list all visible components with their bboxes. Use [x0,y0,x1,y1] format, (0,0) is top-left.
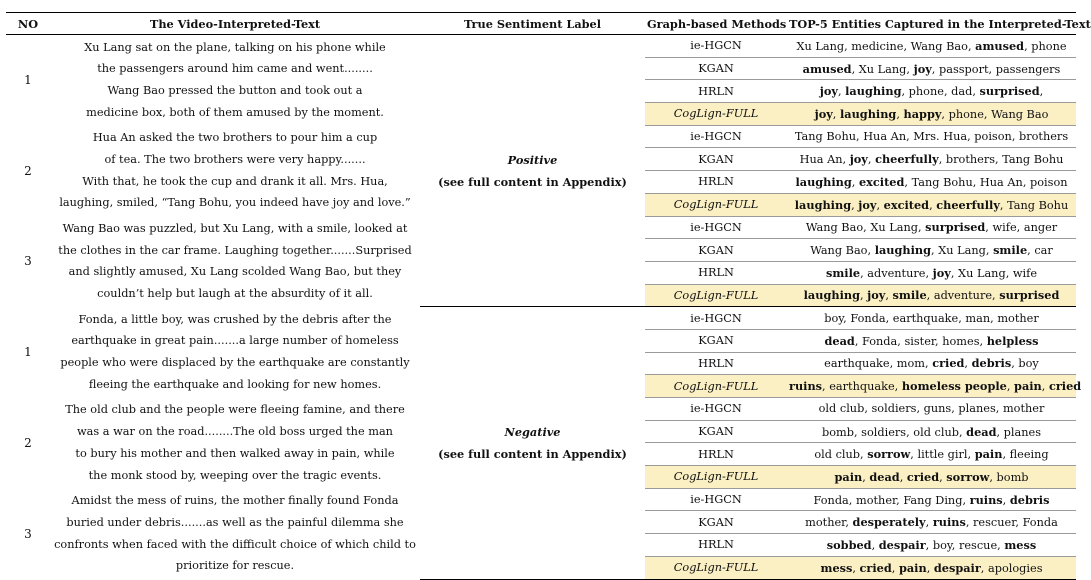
entity-emotional: homeless people [901,379,1007,394]
table-row [6,307,1076,330]
entity-emotional: cheerfully [936,197,1000,212]
entity-emotional: pain [974,447,1003,462]
entity: Hua An [863,130,907,144]
text-line: Fonda, a little boy, was crushed by the debris after the [78,312,392,326]
sentiment-note: (see full content in Appendix) [438,446,627,461]
entity: old club [913,425,959,439]
text-line: prioritize for rescue. [175,559,295,573]
header-text: The Video-Interpreted-Text [50,13,420,35]
text-line: and slightly amused, Xu Lang scolded Wang Bao, but they [68,265,402,279]
text-line: Wang Bao was puzzled, but Xu Lang, with a smile, looked at [62,221,408,235]
method-name: CogLign-FULL [645,375,787,398]
entity: Xu Lang [796,39,845,53]
method-name: KGAN [645,57,787,80]
entity-emotional: despair [933,560,981,575]
entity: boy [824,311,844,325]
entity: man [965,311,991,325]
top5-entities: Hua An, joy, cheerfully, brothers, Tang Bohu [787,148,1076,171]
text-line: couldn’t help but laugh at the absurdity of it all. [97,287,373,301]
entity: guns [923,402,952,416]
top5-entities: mother, desperately, ruins, rescuer, Fonda [787,511,1076,534]
method-name: HRLN [645,261,787,284]
entity: old club [814,448,861,462]
entity-emotional: smile [892,288,927,303]
entity-emotional: ruins [969,492,1003,507]
row-number: 1 [24,73,32,88]
text-line: Wang Bao pressed the button and took out a [107,84,363,98]
header-entities: TOP-5 Entities Captured in the Interpreted-Text [787,13,1076,35]
entity-emotional: surprised [999,288,1060,303]
row-number: 1 [24,345,32,360]
interpreted-text [50,216,420,307]
entity-emotional: joy [867,288,886,303]
interpreted-text [50,398,420,489]
entity: Xu Lang [870,221,918,235]
entity-emotional: despair [878,537,926,552]
method-name: HRLN [645,80,787,103]
entity: Xu Lang [938,244,986,258]
text-line: laughing, smiled, “Tang Bohu, you indeed have joy and love.” [59,196,411,210]
entity-emotional: laughing [874,243,932,258]
entity: mother [1002,402,1045,416]
entity-emotional: smile [993,243,1028,258]
top5-entities: pain, dead, cried, sorrow, bomb [787,466,1076,489]
entity: rescuer [973,516,1016,530]
entity: fleeing [1009,448,1049,462]
method-name: CogLign-FULL [645,103,787,126]
entity: brothers [1019,130,1069,144]
top5-entities: amused, Xu Lang, joy, passport, passengers [787,57,1076,80]
entity-emotional: ruins [789,379,823,394]
text-line: the passengers around him came and went........ [97,62,373,76]
entity: Fang Ding [903,493,963,507]
text-line: The old club and the people were fleeing famine, and there [65,403,405,417]
method-name: CogLign-FULL [645,466,787,489]
entity: old club [818,402,865,416]
entity-emotional: surprised [925,220,986,235]
entity: phone [948,107,984,121]
entity: mom [896,357,926,371]
text-line: the monk stood by, weeping over the tragic events. [88,468,382,482]
top5-entities: old club, soldiers, guns, planes, mother [787,398,1076,421]
entity: Fonda [862,334,898,348]
entity: phone [1031,39,1067,53]
sentiment-label-cell [420,307,645,579]
entity: anger [1023,221,1058,235]
entity-emotional: cried [1048,379,1082,394]
text-line: earthquake in great pain.......a large number of homeless [71,334,399,348]
top5-entities: bomb, soldiers, old club, dead, planes [787,420,1076,443]
entity-emotional: sorrow [867,447,911,462]
method-name: ie-HGCN [645,307,787,330]
entity: soldiers [871,402,917,416]
entity-emotional: cheerfully [875,152,939,167]
method-name: KGAN [645,420,787,443]
entity: soldiers [861,425,907,439]
method-name: KGAN [645,239,787,262]
top5-entities: dead, Fonda, sister, homes, helpless [787,329,1076,352]
entity-emotional: joy [932,265,951,280]
entity: Fonda [1022,516,1058,530]
entity-emotional: pain [898,560,927,575]
table-body [6,35,1082,580]
entity: planes [1003,425,1042,439]
entity: apologies [987,561,1043,575]
method-name: CogLign-FULL [645,284,787,307]
row-number: 2 [24,435,32,450]
entity-emotional: amused [975,38,1025,53]
entity: passengers [995,62,1061,76]
top5-entities: boy, Fonda, earthquake, man, mother [787,307,1076,330]
top5-entities: ruins, earthquake, homeless people, pain, cried [787,375,1076,398]
text-line: the clothes in the car frame. Laughing together.......Surprised [58,243,412,257]
entity-emotional: dead [966,424,997,439]
entity: mother [855,493,897,507]
entity-emotional: cried [859,560,892,575]
row-number: 3 [24,526,32,541]
entity: Tang Bohu [911,175,973,189]
entity: Wang Bao [991,107,1049,121]
method-name: HRLN [645,352,787,375]
text-line: buried under debris.......as well as the painful dilemma she [66,515,404,529]
entity-emotional: joy [819,84,838,99]
method-name: ie-HGCN [645,398,787,421]
top5-entities: Wang Bao, Xu Lang, surprised, wife, anger [787,216,1076,239]
entity-emotional: joy [858,197,877,212]
entity-emotional: laughing [839,106,897,121]
header-method: Graph-based Methods [645,13,787,35]
entity-emotional: sorrow [946,469,990,484]
entity: sister [904,334,936,348]
method-name: KGAN [645,511,787,534]
entity: wife [992,221,1017,235]
entity: Xu Lang [858,62,907,76]
text-line: was a war on the road........The old boss urged the man [77,425,393,439]
header-no: NO [6,13,50,35]
method-name: HRLN [645,171,787,194]
entity-emotional: happy [903,106,942,121]
results-table [6,12,1091,580]
entity-emotional: ruins [932,515,966,530]
entity-emotional: laughing [845,84,902,99]
entity: adventure [933,289,993,303]
entity: mother [805,516,846,530]
entity: Hua An [799,153,843,167]
entity-emotional: smile [825,265,861,280]
sentiment-label: Positive [507,152,558,167]
top5-entities: mess, cried, pain, despair, apologies [787,556,1076,579]
entity: planes [958,402,996,416]
entity-emotional: cried [906,469,940,484]
entity: Tang Bohu [794,130,857,144]
entity: homes [942,334,980,348]
method-name: ie-HGCN [645,35,787,58]
text-line: people who were displaced by the earthquake are constantly [60,356,410,370]
entity: Fonda [850,311,886,325]
method-name: HRLN [645,443,787,466]
method-name: CogLign-FULL [645,556,787,579]
trailing-punct: , [1039,85,1044,99]
entity: Mrs. Hua [913,130,968,144]
entity-emotional: debris [1009,492,1050,507]
interpreted-text [50,125,420,216]
entity: bomb [996,470,1029,484]
text-line: With that, he took the cup and drank it all. Mrs. Hua, [82,174,388,188]
entity-emotional: pain [1014,379,1042,394]
entity: adventure [867,266,926,280]
entity-emotional: cried [932,356,965,371]
text-line: Xu Lang sat on the plane, talking on his phone while [84,40,386,54]
top5-entities: Xu Lang, medicine, Wang Bao, amused, phone [787,35,1076,58]
text-line: fleeing the earthquake and looking for new homes. [88,377,382,391]
method-name: HRLN [645,534,787,557]
text-line: to bury his mother and then walked away in pain, while [75,446,395,460]
top5-entities: Wang Bao, laughing, Xu Lang, smile, car [787,239,1076,262]
entity: boy [1018,357,1039,371]
entity-emotional: desperately [852,515,926,530]
entity-emotional: laughing [803,288,860,303]
method-name: ie-HGCN [645,125,787,148]
entity: Wang Bao [810,244,868,258]
table-row [6,35,1076,58]
entity-emotional: laughing [795,174,852,189]
entity-emotional: debris [971,356,1012,371]
entity: bomb [821,425,854,439]
entity: Xu Lang [958,266,1006,280]
method-name: ie-HGCN [645,216,787,239]
entity-emotional: excited [883,197,930,212]
entity-emotional: sobbed [826,537,872,552]
entity: Hua An [979,175,1023,189]
entity: poison [974,130,1012,144]
entity-emotional: dead [824,333,855,348]
entity-emotional: mess [820,560,853,575]
sentiment-label: Negative [504,424,561,439]
entity-emotional: mess [1004,537,1037,552]
top5-entities: joy, laughing, happy, phone, Wang Bao [787,103,1076,126]
header-row [6,13,1076,35]
method-name: CogLign-FULL [645,193,787,216]
entity: poison [1030,175,1068,189]
text-line: Hua An asked the two brothers to pour him a cup [92,131,378,145]
top5-entities: laughing, joy, smile, adventure, surprised [787,284,1076,307]
entity-emotional: joy [849,152,868,167]
top5-entities: laughing, excited, Tang Bohu, Hua An, poison [787,171,1076,194]
text-line: confronts when faced with the difficult choice of which child to [54,537,416,551]
entity: mother [997,311,1039,325]
top5-entities: sobbed, despair, boy, rescue, mess [787,534,1076,557]
top5-entities: Fonda, mother, Fang Ding, ruins, debris [787,488,1076,511]
entity-emotional: joy [913,61,932,76]
entity: Wang Bao [805,221,864,235]
row-number: 2 [24,163,32,178]
entity: passport [938,62,989,76]
top5-entities: Tang Bohu, Hua An, Mrs. Hua, poison, brothers [787,125,1076,148]
row-number: 3 [24,254,32,269]
interpreted-text [50,307,420,398]
entity: car [1034,244,1053,258]
entity: little girl [917,448,968,462]
top5-entities: old club, sorrow, little girl, pain, fleeing [787,443,1076,466]
entity-emotional: joy [814,106,833,121]
method-name: ie-HGCN [645,488,787,511]
entity: Fonda [813,493,849,507]
entity-emotional: helpless [986,333,1039,348]
entity-emotional: dead [869,469,900,484]
entity: medicine [851,39,904,53]
interpreted-text [50,488,420,579]
method-name: KGAN [645,148,787,171]
text-line: of tea. The two brothers were very happy....... [104,152,366,166]
entity: rescue [958,538,998,552]
entity-emotional: surprised [979,84,1040,99]
entity-emotional: laughing [794,197,852,212]
entity: Tang Bohu [1002,153,1064,167]
text-line: Amidst the mess of ruins, the mother finally found Fonda [71,494,399,508]
entity-emotional: pain [834,469,863,484]
entity: Tang Bohu [1007,198,1069,212]
entity: dad [951,85,973,99]
sentiment-note: (see full content in Appendix) [438,174,627,189]
entity: boy [932,538,952,552]
entity: earthquake [824,357,890,371]
method-name: KGAN [645,329,787,352]
top5-entities: earthquake, mom, cried, debris, boy [787,352,1076,375]
entity-emotional: amused [802,61,852,76]
entity: Wang Bao [910,39,968,53]
entity-emotional: excited [858,174,905,189]
top5-entities: smile, adventure, joy, Xu Lang, wife [787,261,1076,284]
text-line: medicine box, both of them amused by the moment. [86,105,384,119]
interpreted-text [50,35,420,126]
top5-entities: laughing, joy, excited, cheerfully, Tang Bohu [787,193,1076,216]
header-label: True Sentiment Label [420,13,645,35]
entity: wife [1012,266,1038,280]
entity: phone [908,85,944,99]
entity: brothers [945,153,996,167]
entity: earthquake [892,311,959,325]
entity: earthquake [829,380,895,394]
sentiment-label-cell [420,35,645,307]
top5-entities: joy, laughing, phone, dad, surprised, [787,80,1076,103]
